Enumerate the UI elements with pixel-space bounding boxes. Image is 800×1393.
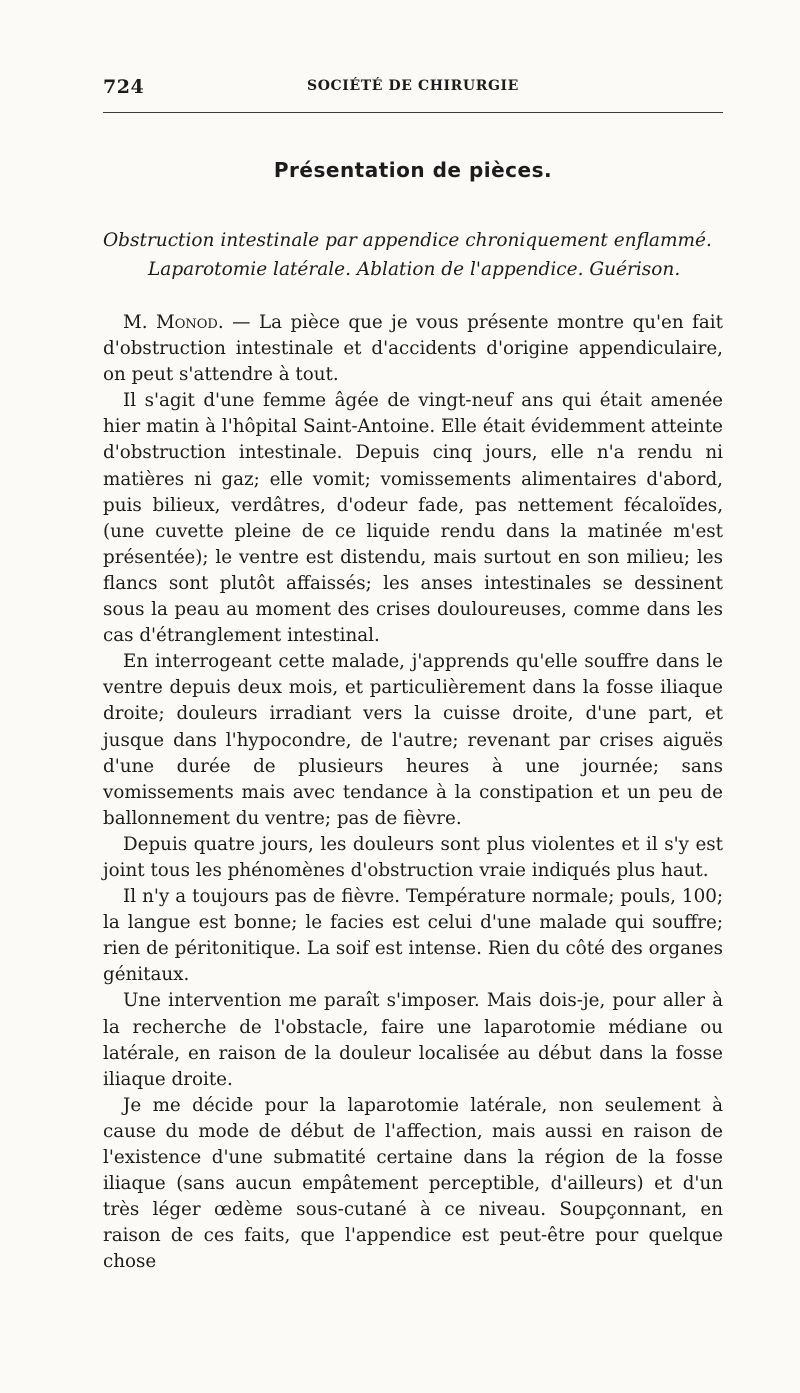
case-title-line-1: Obstruction intestinale par appendice chroniquement enflammé. xyxy=(103,230,712,251)
running-head xyxy=(103,76,723,98)
paragraph-5: Il n'y a toujours pas de fièvre. Température normale; pouls, 100; la langue est bonne; le facies est celui d'une malade qui souffre; rien de péritonitique. La soif est intense. Rien du côté des organes génitaux. xyxy=(103,886,723,986)
paragraph-1 xyxy=(103,310,723,388)
paragraph-7: Je me décide pour la laparotomie latérale, non seulement à cause du mode de début de l'affection, mais aussi en raison de l'existence d'une submatité certaine dans la région de la fosse iliaque (sans aucun empâtement perceptible, d'ailleurs) et d'un très léger œdème sous-cutané à ce niveau. Soupçonnant, en raison de ces faits, que l'appendice est peut-être pour quelque chose xyxy=(103,1094,723,1273)
body-text xyxy=(103,310,723,1275)
paragraph-2: Il s'agit d'une femme âgée de vingt-neuf ans qui était amenée hier matin à l'hôpital Saint-Antoine. Elle était évidemment atteinte d'obstruction intestinale. Depuis cinq jours, elle n'a rendu ni matières ni gaz; elle vomit; vomissements alimentaires d'abord, puis bilieux, verdâtres, d'odeur fade, pas nettement fécaloïdes, (une cuvette pleine de ce liquide rendu dans la matinée m'est présentée); le ventre est distendu, mais surtout en son milieu; les flancs sont plutôt affaissés; les anses intestinales se dessinent sous la peau au moment des crises douloureuses, comme dans les cas d'étranglement intestinal. xyxy=(103,390,723,647)
case-title-line-2: Laparotomie latérale. Ablation de l'appendice. Guérison. xyxy=(148,259,681,280)
running-title: SOCIÉTÉ DE CHIRURGIE xyxy=(307,78,519,94)
speaker-name: M. Monod. xyxy=(123,312,224,333)
header-rule xyxy=(103,112,723,113)
paragraph-4: Depuis quatre jours, les douleurs sont plus violentes et il s'y est joint tous les phénomènes d'obstruction vraie indiqués plus haut. xyxy=(103,833,723,881)
case-title xyxy=(103,226,723,284)
paragraph-1-text: — La pièce que je vous présente montre qu'en fait d'obstruction intestinale et d'accidents d'origine appendiculaire, on peut s'attendre à tout. xyxy=(103,312,723,386)
section-heading: Présentation de pièces. xyxy=(273,158,553,182)
paragraph-3: En interrogeant cette malade, j'apprends qu'elle souffre dans le ventre depuis deux mois, et particulièrement dans la fosse iliaque droite; douleurs irradiant vers la cuisse droite, d'une part, et jusque dans l'hypocondre, de l'autre; revenant par crises aiguës d'une durée de plusieurs heures à une journée; sans vomissements mais avec tendance à la constipation et un peu de ballonnement du ventre; pas de fièvre. xyxy=(103,651,723,829)
page-number: 724 xyxy=(103,76,145,98)
paragraph-6: Une intervention me paraît s'imposer. Mais dois-je, pour aller à la recherche de l'obstacle, faire une laparotomie médiane ou latérale, en raison de la douleur localisée au début dans la fosse iliaque droite. xyxy=(103,990,723,1090)
